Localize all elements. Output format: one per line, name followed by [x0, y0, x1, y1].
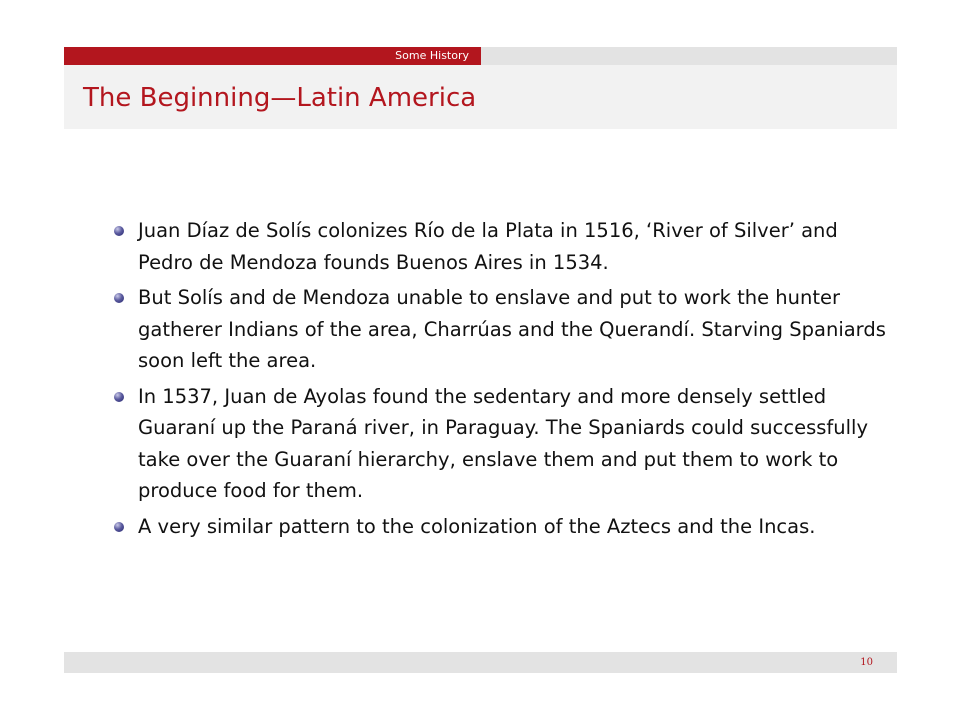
bullet-text: In 1537, Juan de Ayolas found the sedentary and more densely settled Guaraní up the Paraná river, in Paraguay. The Spaniards could successfully take over the Guaraní hierarchy, enslave them and put them to work to produce food for them. — [138, 384, 868, 502]
bullet-ball-icon — [114, 392, 124, 402]
bullet-text: But Solís and de Mendoza unable to enslave and put to work the hunter gatherer Indians of the area, Charrúas and the Querandí. Starving Spaniards soon left the area. — [138, 286, 886, 372]
bullet-ball-icon — [114, 522, 124, 532]
headline-fill — [481, 47, 897, 65]
bullet-item — [112, 511, 892, 543]
bullet-item — [112, 282, 892, 377]
bullet-ball-icon — [114, 293, 124, 303]
frame-title-bar — [64, 65, 897, 129]
bullet-item — [112, 215, 892, 278]
footline-bar — [64, 652, 897, 673]
slide-title: The Beginning—Latin America — [83, 83, 477, 113]
bullet-text: Juan Díaz de Solís colonizes Río de la Plata in 1516, ‘River of Silver’ and Pedro de Mendoza founds Buenos Aires in 1534. — [138, 219, 838, 274]
bullet-list — [112, 215, 892, 546]
bullet-ball-icon — [114, 226, 124, 236]
headline-bar — [64, 47, 897, 65]
page-number: 10 — [860, 657, 873, 668]
slide — [64, 47, 897, 673]
section-name: Some History — [64, 47, 481, 65]
bullet-item — [112, 381, 892, 507]
bullet-text: A very similar pattern to the colonization of the Aztecs and the Incas. — [138, 514, 816, 538]
